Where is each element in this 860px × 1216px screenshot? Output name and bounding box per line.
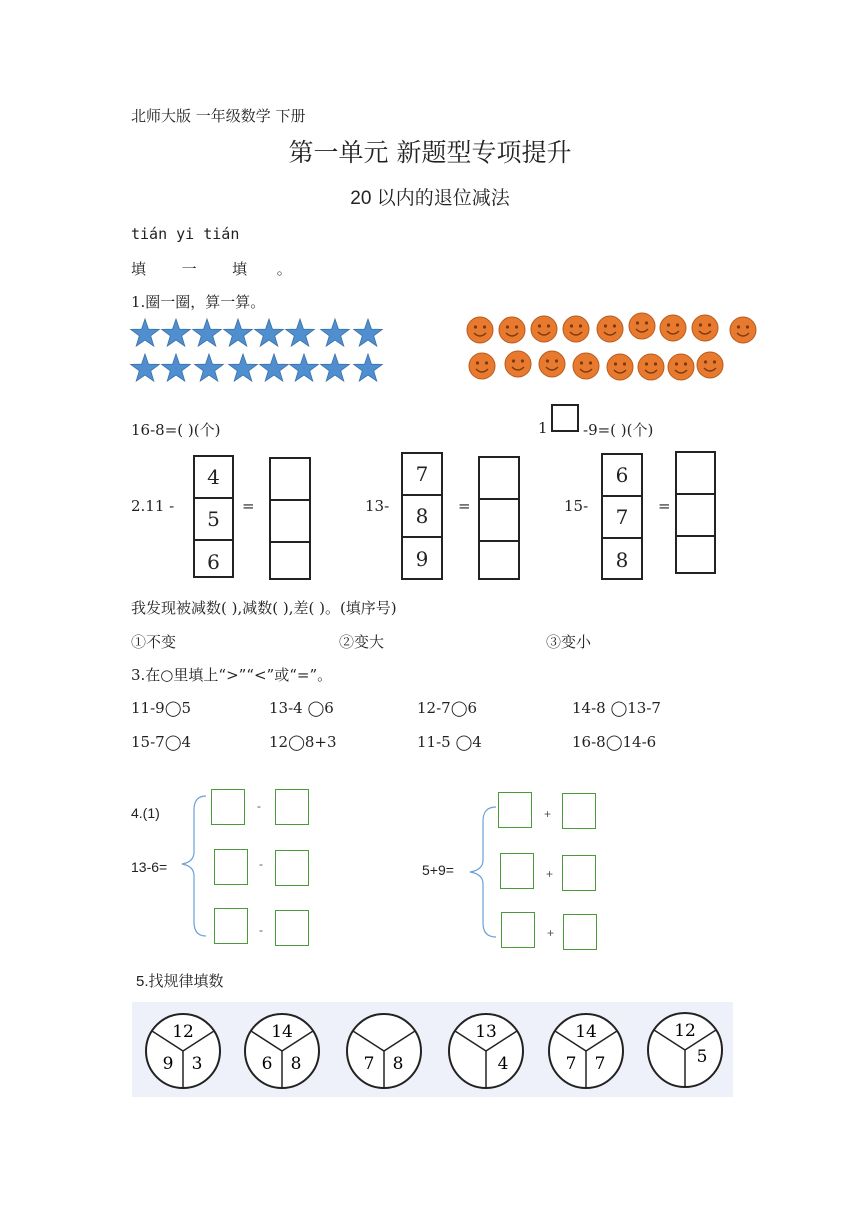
subtrahend-cell: 7 (403, 454, 441, 496)
plus-sign: + (544, 807, 552, 821)
star-icon (195, 354, 224, 381)
smiley-icon (607, 354, 633, 380)
option-increase: ②变大 (339, 633, 385, 651)
answer-box[interactable] (275, 789, 309, 825)
number-circle[interactable] (347, 1014, 421, 1088)
answer-box[interactable] (275, 850, 309, 886)
smiley-icon (597, 316, 623, 342)
smiley-icon (660, 315, 686, 341)
circle-left-number: 9 (162, 1054, 174, 1074)
option-unchanged: ①不变 (131, 633, 177, 651)
circle-top-number: 12 (674, 1021, 696, 1041)
hanzi-char: 填 (131, 260, 147, 278)
compare-item[interactable]: 12◯8+3 (269, 733, 337, 751)
q2-group-2-prefix: 13- (365, 497, 390, 515)
compare-item[interactable]: 16-8◯14-6 (572, 733, 657, 751)
q5-label: 5.找规律填数 (136, 973, 224, 990)
star-icon (131, 354, 160, 381)
hanzi-line (131, 258, 292, 279)
answer-cell[interactable] (677, 537, 714, 579)
option-decrease: ③变小 (546, 633, 592, 651)
smiley-icon (505, 351, 531, 377)
circle-top-number: 13 (475, 1022, 497, 1042)
answer-box[interactable] (551, 404, 579, 432)
circle-right-number: 5 (696, 1047, 708, 1067)
star-icon (255, 319, 284, 346)
smiley-icon (730, 317, 756, 343)
answer-column (269, 457, 311, 580)
answer-cell[interactable] (271, 501, 309, 543)
smiley-icon (629, 313, 655, 339)
q2-group-3-prefix: 15- (564, 497, 589, 515)
answer-box[interactable] (500, 853, 534, 889)
subtrahend-cell: 7 (603, 497, 641, 539)
answer-cell[interactable] (480, 500, 518, 542)
star-icon (354, 319, 383, 346)
smileys-group (462, 310, 762, 386)
star-icon (229, 354, 258, 381)
answer-cell[interactable] (271, 543, 309, 585)
star-icon (193, 319, 222, 346)
star-icon (321, 319, 350, 346)
smiley-icon (539, 351, 565, 377)
answer-box[interactable] (498, 792, 532, 828)
answer-box[interactable] (562, 855, 596, 891)
compare-item[interactable]: 13-4 ◯6 (269, 699, 334, 717)
plus-sign: + (546, 867, 554, 881)
subtrahend-cell: 8 (615, 548, 629, 572)
smiley-icon (638, 354, 664, 380)
answer-cell[interactable] (271, 459, 309, 501)
star-icon (286, 319, 315, 346)
star-icon (131, 319, 160, 346)
hanzi-char: 一 (181, 260, 197, 278)
answer-box[interactable] (562, 793, 596, 829)
subtrahend-cell: 5 (195, 499, 232, 541)
plus-sign: + (547, 926, 555, 940)
equals-sign: = (242, 497, 255, 515)
star-icon (224, 319, 253, 346)
subtrahend-column (601, 453, 643, 580)
subtrahend-column (401, 452, 443, 580)
answer-box[interactable] (211, 789, 245, 825)
star-icon (162, 354, 191, 381)
subtrahend-cell: 9 (415, 547, 429, 571)
subtrahend-cell: 6 (603, 455, 641, 497)
hanzi-char: 。 (276, 260, 292, 278)
answer-cell[interactable] (677, 495, 714, 537)
star-icon (260, 354, 289, 381)
circle-top-number: 14 (575, 1022, 597, 1042)
smiley-icon (469, 353, 495, 379)
stars-group (128, 316, 388, 388)
q1-eq2-prefix: 1 (538, 419, 548, 437)
pinyin-line: tián yi tián (131, 225, 240, 243)
q1-equation-1: 16-8=( )(个) (131, 421, 221, 439)
answer-column (478, 456, 520, 580)
number-circle[interactable] (549, 1014, 623, 1088)
smiley-icon (467, 317, 493, 343)
page-subtitle: 20 以内的退位减法 (350, 188, 510, 209)
star-icon (321, 354, 350, 381)
smiley-icon (563, 316, 589, 342)
answer-box[interactable] (275, 910, 309, 946)
circle-right-number: 4 (497, 1054, 509, 1074)
q2-label: 2.11 - (131, 497, 175, 515)
edition-label: 北师大版 一年级数学 下册 (131, 107, 306, 125)
page-title: 第一单元 新题型专项提升 (288, 138, 572, 167)
smiley-icon (668, 354, 694, 380)
star-icon (290, 354, 319, 381)
smiley-icon (573, 353, 599, 379)
smiley-icon (531, 316, 557, 342)
star-icon (354, 354, 383, 381)
left-brace (176, 792, 208, 940)
q1-eq2-suffix: -9=( )(个) (583, 421, 654, 439)
q4-right-equation: 5+9= (422, 862, 454, 878)
minus-sign: - (259, 923, 263, 937)
answer-cell[interactable] (480, 542, 518, 584)
q3-label: 3.在○里填上“>”“<”或“=”。 (131, 666, 333, 684)
answer-column (675, 451, 716, 574)
right-brace (464, 803, 498, 941)
q4-left-equation: 13-6= (131, 859, 168, 875)
circle-right-number: 3 (191, 1054, 203, 1074)
circle-left-number: 7 (565, 1054, 577, 1074)
number-circles (132, 1002, 733, 1097)
answer-box[interactable] (563, 914, 597, 950)
minus-sign: - (259, 857, 263, 871)
circle-top-number: 14 (271, 1022, 293, 1042)
circle-right-number: 7 (594, 1054, 606, 1074)
compare-item[interactable]: 12-7◯6 (417, 699, 478, 717)
equals-sign: = (458, 497, 471, 515)
compare-item[interactable]: 15-7◯4 (131, 733, 192, 751)
answer-box[interactable] (214, 849, 248, 885)
number-circle[interactable] (648, 1013, 722, 1087)
number-circle[interactable] (146, 1014, 220, 1088)
subtrahend-column (193, 455, 234, 578)
circle-right-number: 8 (290, 1054, 302, 1074)
q4-label: 4.(1) (131, 805, 160, 821)
compare-item[interactable]: 11-5 ◯4 (417, 733, 482, 751)
minus-sign: - (257, 799, 261, 813)
smiley-icon (692, 315, 718, 341)
equals-sign: = (658, 497, 671, 515)
answer-cell[interactable] (677, 453, 714, 495)
number-circle[interactable] (245, 1014, 319, 1088)
circle-left-number: 6 (261, 1054, 273, 1074)
q1-label: 1.圈一圈，算一算。 (131, 293, 266, 311)
subtrahend-cell: 6 (207, 550, 220, 574)
hanzi-char: 填 (232, 260, 248, 278)
smiley-icon (499, 317, 525, 343)
star-icon (162, 319, 191, 346)
answer-box[interactable] (501, 912, 535, 948)
subtrahend-cell: 4 (195, 457, 232, 499)
number-circle[interactable] (449, 1014, 523, 1088)
circle-right-number: 8 (392, 1054, 404, 1074)
smiley-icon (697, 352, 723, 378)
circle-top-number: 12 (172, 1022, 194, 1042)
answer-cell[interactable] (480, 458, 518, 500)
compare-item[interactable]: 14-8 ◯13-7 (572, 699, 661, 717)
circle-left-number: 7 (363, 1054, 375, 1074)
subtrahend-cell: 8 (403, 496, 441, 538)
compare-item[interactable]: 11-9◯5 (131, 699, 192, 717)
q2-finding: 我发现被减数( ),减数( ),差( )。(填序号) (131, 599, 397, 617)
answer-box[interactable] (214, 908, 248, 944)
